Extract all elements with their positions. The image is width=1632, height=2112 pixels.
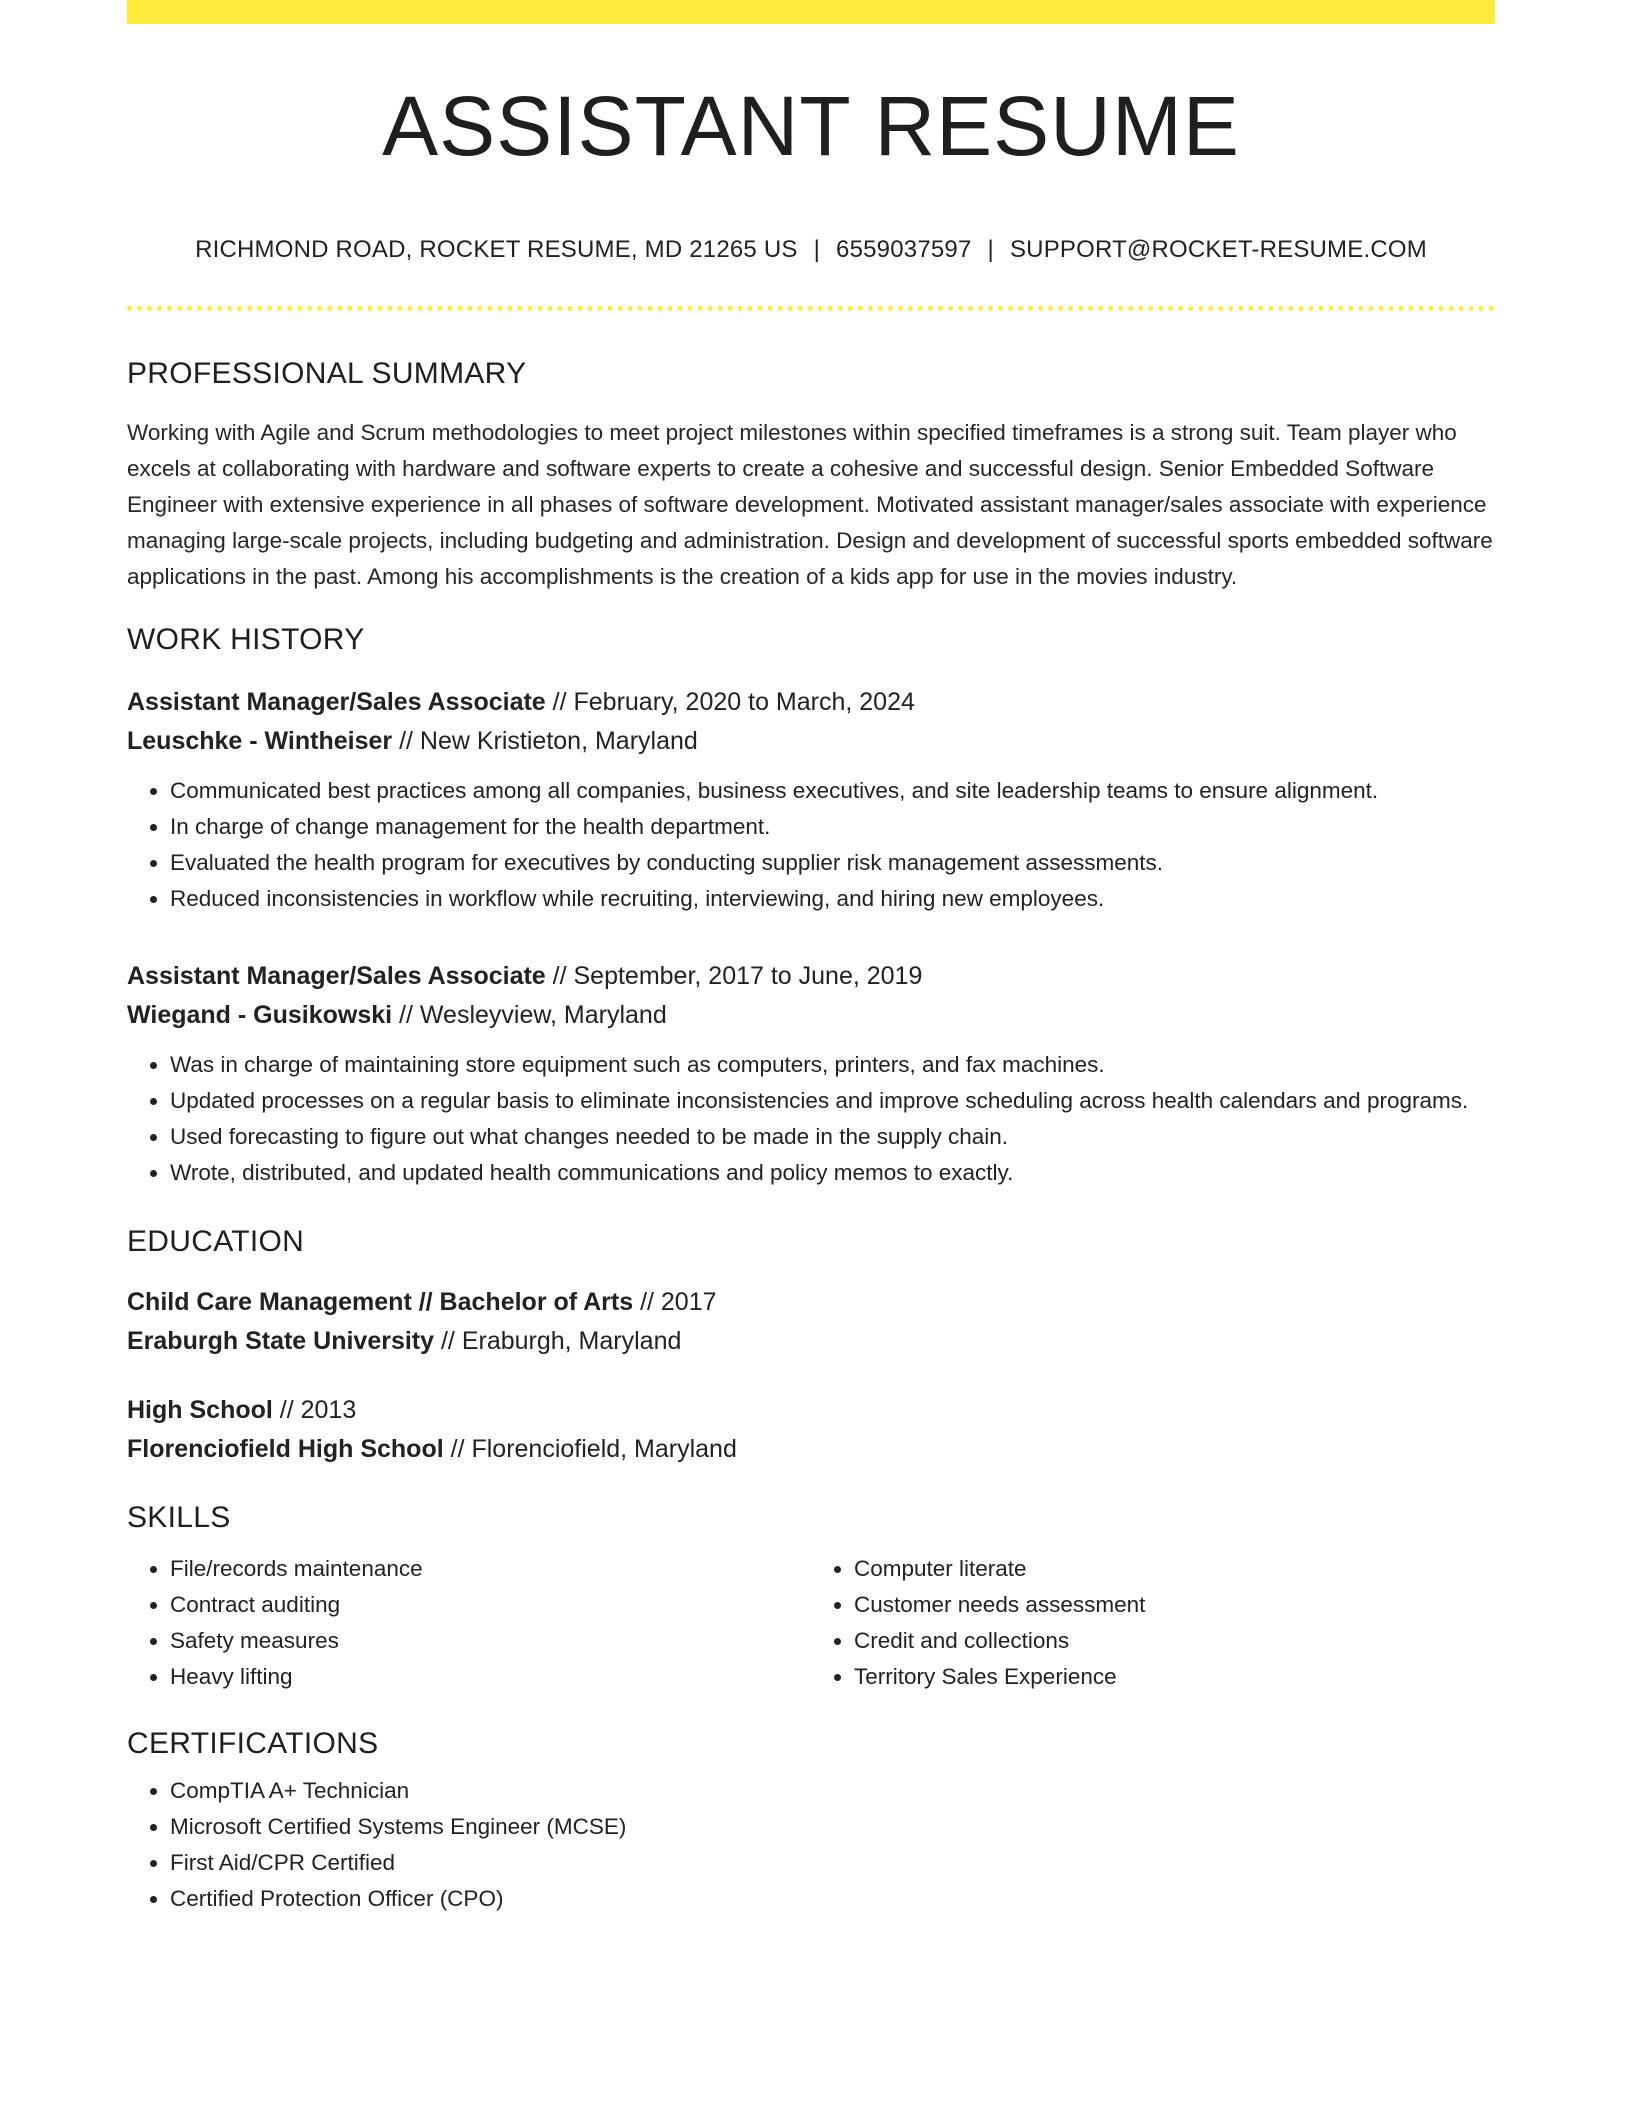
list-item: • File/records maintenance — [170, 1551, 811, 1587]
resume-page — [127, 0, 1495, 1917]
job-position: Assistant Manager/Sales Associate — [127, 688, 546, 716]
job-location: // New Kristieton, Maryland — [392, 727, 698, 755]
job-company-line — [127, 996, 1495, 1035]
skills-list-right — [811, 1551, 1495, 1695]
list-item: • Communicated best practices among all companies, business executives, and site leadership teams to ensure alignment. — [170, 773, 1495, 809]
education-location: // Eraburgh, Maryland — [434, 1327, 682, 1355]
section-title-certifications: CERTIFICATIONS — [127, 1727, 379, 1760]
contact-line — [127, 236, 1495, 264]
job-company: Wiegand - Gusikowski — [127, 1001, 393, 1029]
skills-list-left — [127, 1551, 811, 1695]
list-item: • CompTIA A+ Technician — [170, 1773, 1495, 1809]
list-item: • Used forecasting to figure out what changes needed to be made in the supply chain. — [170, 1119, 1495, 1155]
list-item: • Safety measures — [170, 1623, 811, 1659]
education-school: Florenciofield High School — [127, 1435, 444, 1463]
email: SUPPORT@ROCKET-RESUME.COM — [1009, 236, 1427, 263]
top-accent-bar — [127, 0, 1495, 24]
list-item: • Customer needs assessment — [854, 1587, 1495, 1623]
list-item: • Reduced inconsistencies in workflow while recruiting, interviewing, and hiring new employees. — [170, 881, 1495, 917]
education-heading — [127, 1283, 1495, 1322]
list-item: • Was in charge of maintaining store equipment such as computers, printers, and fax machines. — [170, 1047, 1495, 1083]
list-item: • Computer literate — [854, 1551, 1495, 1587]
job-company-line — [127, 722, 1495, 761]
section-title-work-history: WORK HISTORY — [127, 623, 365, 656]
list-item: • Contract auditing — [170, 1587, 811, 1623]
job-dates: // September, 2017 to June, 2019 — [545, 962, 923, 990]
job-entry — [127, 957, 1495, 1191]
education-location: // Florenciofield, Maryland — [443, 1435, 737, 1463]
section-title-summary: PROFESSIONAL SUMMARY — [127, 357, 527, 390]
education-entry — [127, 1391, 1495, 1469]
education-school-line — [127, 1430, 1495, 1469]
list-item: • Territory Sales Experience — [854, 1659, 1495, 1695]
certifications-list — [127, 1773, 1495, 1917]
job-bullets — [127, 1047, 1495, 1191]
education-degree: Child Care Management // Bachelor of Arts — [127, 1288, 634, 1316]
list-item: • In charge of change management for the health department. — [170, 809, 1495, 845]
job-bullets — [127, 773, 1495, 917]
education-heading — [127, 1391, 1495, 1430]
separator: | — [987, 236, 994, 263]
job-heading — [127, 957, 1495, 996]
resume-title: ASSISTANT RESUME — [382, 79, 1240, 173]
list-item: • Updated processes on a regular basis to eliminate inconsistencies and improve scheduling across health calendars and programs. — [170, 1083, 1495, 1119]
education-school-line — [127, 1322, 1495, 1361]
list-item: • Certified Protection Officer (CPO) — [170, 1881, 1495, 1917]
list-item: • Microsoft Certified Systems Engineer (MCSE) — [170, 1809, 1495, 1845]
summary-text: Working with Agile and Scrum methodologies to meet project milestones within specified timeframes is a strong suit. Team player who excels at collaborating with hardware and software experts to create a cohesive and successful design. Senior Embedded Software Engineer with extensive experience in all phases of software development. Motivated assistant manager/sales associate with experience managing large-scale projects, including budgeting and administration. Design and development of successful sports embedded software applications in the past. Among his accomplishments is the creation of a kids app for use in the movies industry. — [127, 420, 1493, 589]
education-school: Eraburgh State University — [127, 1327, 435, 1355]
list-item: • First Aid/CPR Certified — [170, 1845, 1495, 1881]
education-year: // 2013 — [272, 1396, 357, 1424]
job-heading — [127, 683, 1495, 722]
education-entry — [127, 1283, 1495, 1361]
section-title-education: EDUCATION — [127, 1225, 305, 1258]
job-position: Assistant Manager/Sales Associate — [127, 962, 546, 990]
job-company: Leuschke - Wintheiser — [127, 727, 393, 755]
job-entry — [127, 683, 1495, 917]
separator: | — [813, 236, 821, 263]
list-item: • Heavy lifting — [170, 1659, 811, 1695]
job-dates: // February, 2020 to March, 2024 — [545, 688, 915, 716]
skills-columns — [127, 1551, 1495, 1695]
education-degree: High School — [127, 1396, 273, 1424]
address: RICHMOND ROAD, ROCKET RESUME, MD 21265 US — [195, 236, 798, 263]
list-item: • Wrote, distributed, and updated health communications and policy memos to exactly. — [170, 1155, 1495, 1191]
phone: 6559037597 — [836, 236, 972, 263]
dotted-divider — [127, 306, 1495, 311]
list-item: • Evaluated the health program for executives by conducting supplier risk management assessments. — [170, 845, 1495, 881]
section-title-skills: SKILLS — [127, 1501, 231, 1534]
job-location: // Wesleyview, Maryland — [392, 1001, 667, 1029]
list-item: • Credit and collections — [854, 1623, 1495, 1659]
education-year: // 2017 — [633, 1288, 717, 1316]
